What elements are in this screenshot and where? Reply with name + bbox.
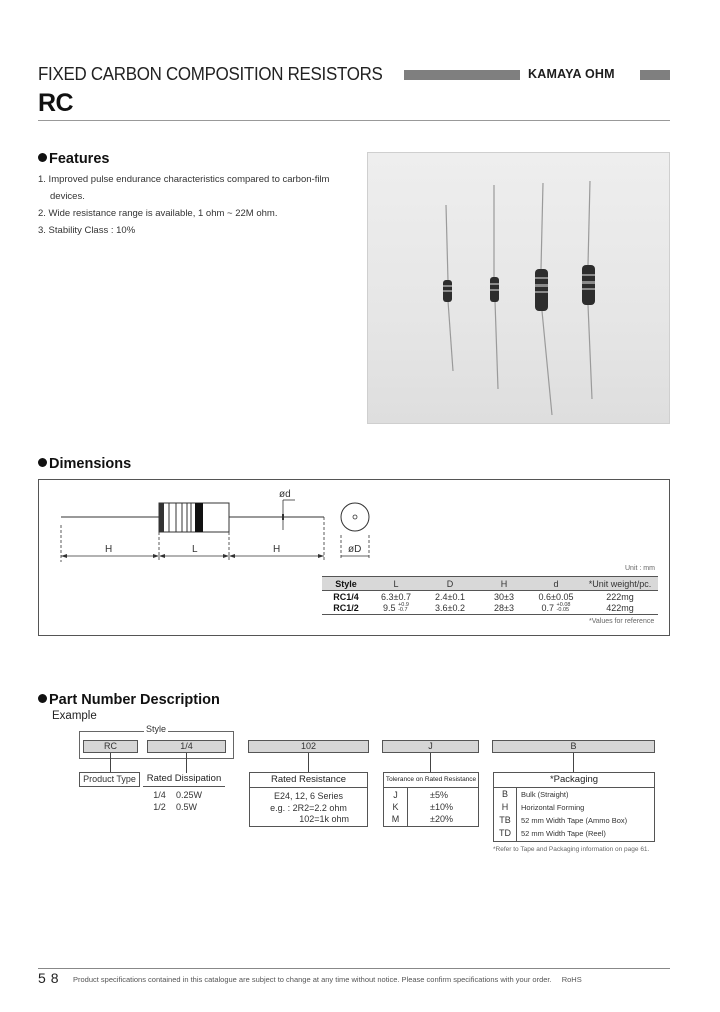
label-body-length: L [192, 544, 198, 555]
cell-L-tolerance [398, 603, 409, 614]
header-H: H [478, 577, 530, 591]
cell-L-value: 9.5 [383, 602, 396, 613]
header-divider [38, 120, 670, 121]
bullet-icon [38, 458, 47, 467]
features-list [38, 171, 348, 239]
cell-H: 28±3 [478, 603, 530, 615]
features-heading: Features [38, 151, 109, 167]
dimensions-heading: Dimensions [38, 456, 131, 472]
tolerance-value: ±20% [430, 814, 453, 824]
unit-label: Unit : mm [625, 565, 655, 572]
code-box-resistance: 102 [248, 740, 369, 753]
cell-d: 0.6±0.05 [538, 591, 574, 602]
header-unit-weight: *Unit weight/pc. [582, 577, 658, 591]
page-number: 58 [38, 970, 64, 986]
feature-item: 3. Stability Class : 10% [38, 225, 136, 236]
dimensions-table [322, 576, 658, 615]
packaging-code: H [501, 802, 509, 812]
packaging-code: B [501, 789, 508, 799]
packaging-block [493, 772, 655, 842]
tolerance-code: M [391, 814, 400, 824]
tolerance-value: ±10% [430, 802, 453, 812]
feature-item-continued: devices. [50, 191, 85, 202]
part-number-heading: Part Number Description [38, 692, 220, 708]
packaging-desc: 52 mm Width Tape (Reel) [521, 829, 606, 838]
resistance-block [249, 772, 368, 827]
packaging-code: TB [499, 815, 511, 825]
resistance-title: Rated Resistance [250, 773, 367, 788]
connector-line [308, 753, 309, 773]
bullet-icon [38, 153, 47, 162]
dissipation-code: 1/2 [153, 802, 166, 812]
resistance-line: 102=1k ohm [299, 814, 349, 824]
packaging-table [494, 788, 654, 841]
packaging-desc: Bulk (Straight) [521, 790, 569, 799]
example-label: Example [52, 710, 97, 722]
feature-item: 1. Improved pulse endurance characteristics compared to carbon-film [38, 174, 330, 185]
label-body-diameter: øD [348, 544, 362, 555]
packaging-code: TD [499, 828, 511, 838]
connector-line [573, 753, 574, 773]
header-L: L [370, 577, 422, 591]
header-bar-left [404, 70, 520, 80]
cell-D: 2.4±0.1 [435, 591, 465, 602]
footer-divider [38, 968, 670, 969]
cell-style: RC1/2 [322, 603, 370, 615]
dissipation-value: 0.25W [176, 790, 203, 800]
tolerance-title: Tolerance on Rated Resistance [384, 773, 478, 788]
header-D: D [422, 577, 478, 591]
table-row [322, 591, 658, 603]
brand-name: KAMAYA OHM [528, 67, 615, 81]
connector-line [430, 753, 431, 773]
weight-note: *Values for reference [589, 618, 655, 625]
code-box-dissipation: 1/4 [147, 740, 226, 753]
resistance-line: E24, 12, 6 Series [273, 791, 344, 801]
label-lead-length-right: H [273, 544, 281, 555]
cell-L [370, 603, 422, 615]
packaging-desc: Horizontal Forming [521, 803, 585, 812]
product-type-box [79, 772, 140, 787]
packaging-code-col [494, 788, 517, 841]
packaging-desc: 52 mm Width Tape (Ammo Box) [521, 816, 628, 825]
code-box-tolerance: J [382, 740, 479, 753]
cell-style: RC1/4 [333, 591, 359, 602]
resistance-line: e.g. : 2R2=2.2 ohm [270, 802, 347, 813]
header-d: d [530, 577, 582, 591]
cell-d-tolerance [557, 603, 571, 614]
dissipation-row [143, 790, 225, 800]
dissipation-title: Rated Dissipation [143, 772, 225, 787]
table-row [322, 603, 658, 615]
tolerance-lower: -0.7 [398, 607, 408, 614]
header-style: Style [322, 577, 370, 591]
dissipation-row [143, 802, 225, 812]
dissipation-value: 0.5W [176, 802, 198, 812]
dissipation-block [143, 772, 225, 812]
tolerance-code-col [384, 788, 408, 826]
product-type-label: Product Type [83, 774, 136, 784]
tolerance-code: J [393, 790, 398, 800]
footer-disclaimer [73, 975, 582, 984]
connector-line [186, 753, 187, 773]
tolerance-value-col [408, 788, 478, 826]
catalog-title: FIXED CARBON COMPOSITION RESISTORS [38, 64, 383, 84]
tolerance-code: K [392, 802, 399, 812]
cell-H: 30±3 [494, 591, 514, 602]
connector-line [110, 753, 111, 773]
code-box-packaging: B [492, 740, 655, 753]
bullet-icon [38, 694, 47, 703]
cell-D: 3.6±0.2 [422, 603, 478, 615]
tolerance-upper: +0.9 [398, 601, 409, 608]
cell-weight: 222mg [606, 591, 634, 602]
packaging-title: *Packaging [494, 773, 654, 788]
header-bar-right [640, 70, 670, 80]
cell-weight: 422mg [582, 603, 658, 615]
tolerance-value: ±5% [430, 790, 448, 800]
tolerance-block [383, 772, 479, 827]
cell-L: 6.3±0.7 [381, 591, 411, 602]
code-box-series: RC [83, 740, 138, 753]
table-header-row [322, 577, 658, 591]
tolerance-upper: +0.08 [556, 601, 571, 608]
cell-d-value: 0.7 [541, 602, 555, 613]
rohs-mark: RoHS [561, 975, 582, 984]
tolerance-table [384, 788, 478, 826]
feature-item: 2. Wide resistance range is available, 1 ohm ~ 22M ohm. [38, 208, 278, 219]
packaging-desc-col [517, 788, 654, 841]
cell-d [530, 603, 582, 615]
label-lead-diameter: ød [279, 489, 291, 500]
label-lead-length-left: H [105, 544, 113, 555]
packaging-note: *Refer to Tape and Packaging information on page 61. [493, 846, 650, 853]
tolerance-lower: -0.05 [556, 607, 570, 614]
series-code: RC [38, 89, 74, 117]
resistor-photo [367, 152, 670, 424]
disclaimer-text: Product specifications contained in this catalogue are subject to change at any time without notice. Please confirm specifications with your order. [73, 975, 552, 984]
dissipation-code: 1/4 [153, 790, 166, 800]
style-label: Style [146, 724, 167, 734]
resistor-photo-illustration [368, 153, 671, 425]
